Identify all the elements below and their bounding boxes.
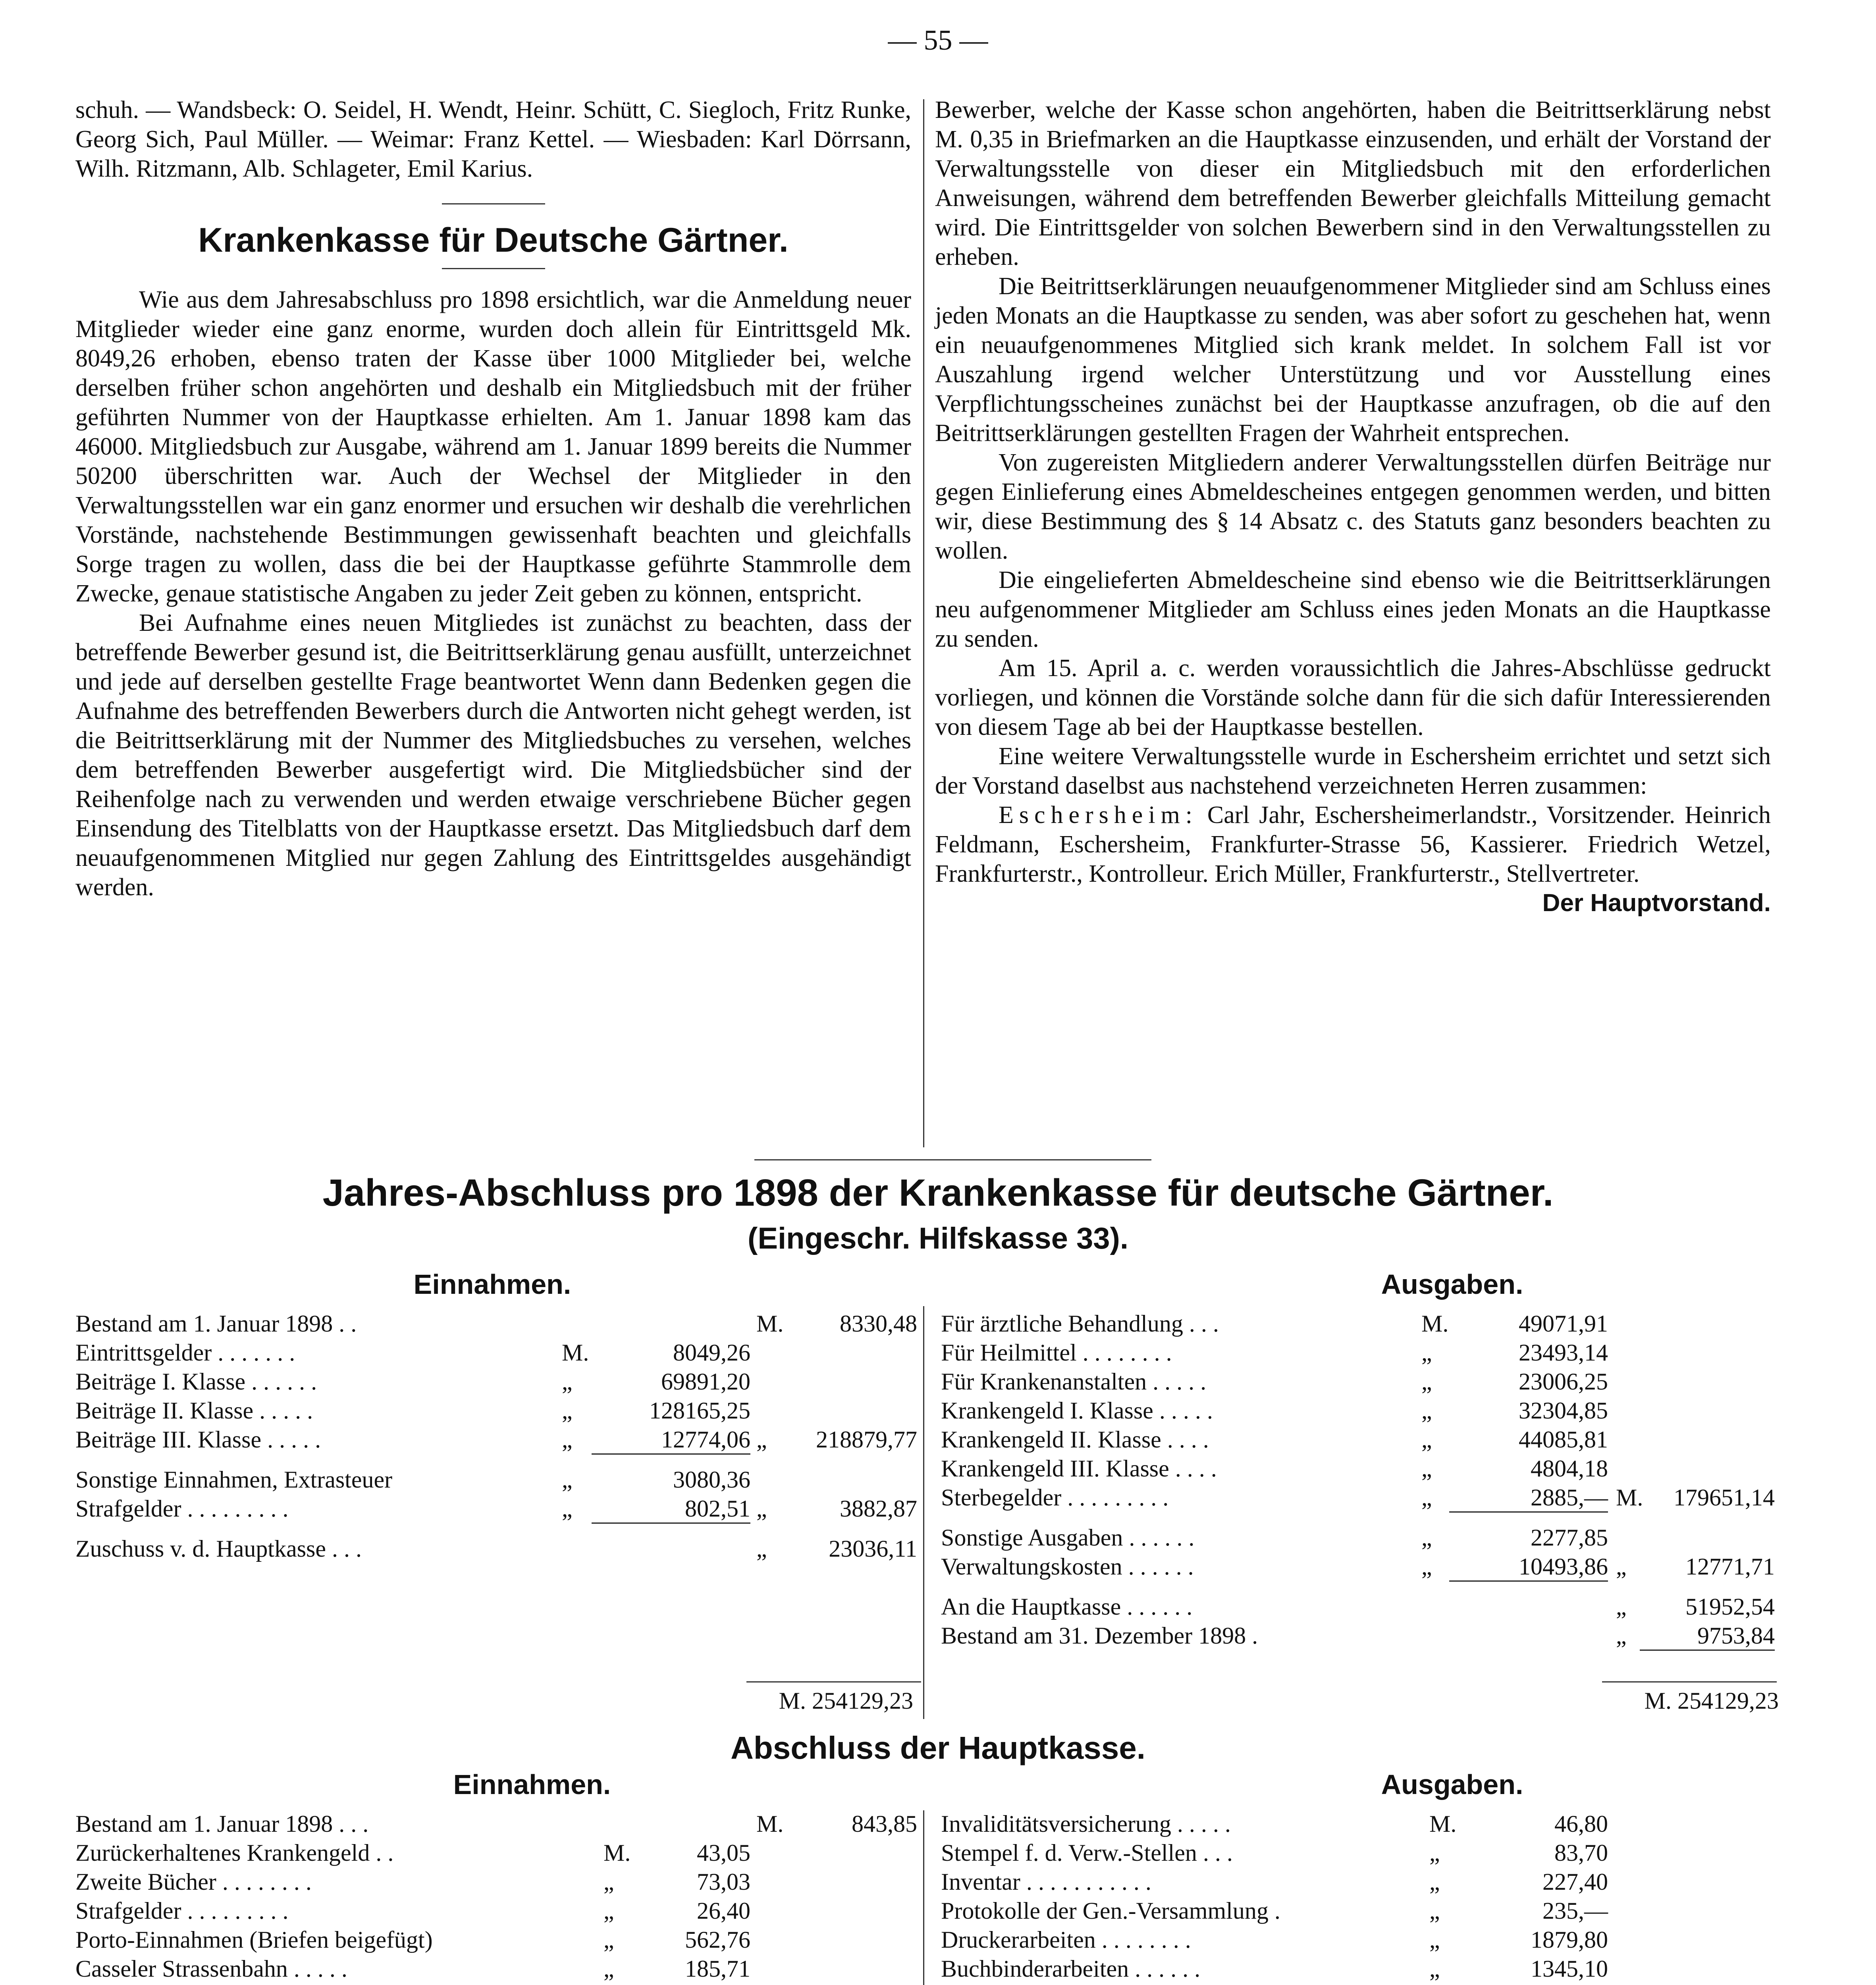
row-label: Verwaltungskosten . . . . . . [941, 1553, 1194, 1580]
row-amount: 562,76 [685, 1927, 750, 1953]
account-row [941, 1622, 1779, 1651]
row-label: Beiträge II. Klasse . . . . . [75, 1397, 313, 1424]
row-amount: 69891,20 [661, 1368, 750, 1395]
row-label: Bestand am 1. Januar 1898 . . [75, 1310, 357, 1337]
currency-mark: „ [562, 1397, 573, 1424]
account-row [941, 1397, 1779, 1426]
abschluss-subtitle: (Eingeschr. Hilfskasse 33). [748, 1222, 1128, 1255]
currency-mark: „ [1429, 1956, 1440, 1982]
row-label: Bestand am 31. Dezember 1898 . [941, 1623, 1258, 1649]
row-label: Inventar . . . . . . . . . . . [941, 1869, 1151, 1895]
row-amount: 23006,25 [1519, 1368, 1608, 1395]
row-label: Krankengeld I. Klasse . . . . . [941, 1397, 1213, 1424]
row-amount: 843,85 [852, 1811, 917, 1837]
row-label: Sonstige Einnahmen, Extrasteuer [75, 1467, 393, 1493]
article-paragraph: Von zugereisten Mitgliedern anderer Verwaltungsstellen dürfen Beiträge nur gegen Einlieferung eines Abmeldescheines entgegen genommen werden, und bitten wir, diese Bestimmung des § 14 Absatz c. des Statuts ganz besonders beachten zu wollen. [935, 449, 1771, 564]
row-amount: 227,40 [1542, 1869, 1608, 1895]
currency-mark: M. [756, 1811, 784, 1837]
currency-mark: „ [562, 1467, 573, 1493]
row-amount: 1879,80 [1531, 1927, 1608, 1953]
row-label: Krankengeld II. Klasse . . . . [941, 1426, 1209, 1453]
ausgaben-heading: Ausgaben. [1381, 1769, 1523, 1800]
row-amount: 83,70 [1554, 1840, 1608, 1866]
row-amount: 8330,48 [840, 1310, 917, 1337]
account-row [75, 1495, 917, 1524]
account-row [75, 1426, 917, 1455]
hauptkasse-title: Abschluss der Hauptkasse. [731, 1730, 1145, 1765]
row-amount: 1345,10 [1531, 1956, 1608, 1982]
page-number: — 55 — [888, 24, 988, 56]
row-label: Strafgelder . . . . . . . . . [75, 1495, 289, 1522]
ausgaben-table [941, 1310, 1779, 1651]
currency-mark: „ [1421, 1524, 1432, 1551]
currency-mark: M. [1616, 1484, 1643, 1511]
row-amount: 44085,81 [1519, 1426, 1608, 1453]
row-amount: 2885,— [1449, 1484, 1608, 1513]
currency-mark: „ [603, 1956, 614, 1982]
ausgaben-total: M. 254129,23 [1644, 1688, 1779, 1714]
account-row [941, 1426, 1779, 1455]
row-label: Für Krankenanstalten . . . . . [941, 1368, 1207, 1395]
left-intro-paragraph: schuh. — Wandsbeck: O. Seidel, H. Wendt, Heinr. Schütt, C. Siegloch, Fritz Runke, Georg Sich, Paul Müller. — Weimar: Franz Kettel. — Wiesbaden: Karl Dörrsann, Wilh. Ritzmann, Alb. Schlageter, Emil Karius. [75, 96, 911, 182]
row-amount: 26,40 [697, 1898, 750, 1924]
row-label: Krankengeld III. Klasse . . . . [941, 1455, 1217, 1482]
currency-mark: M. [1421, 1310, 1449, 1337]
einnahmen-heading: Einnahmen. [413, 1269, 571, 1300]
row-amount: 4804,18 [1531, 1455, 1608, 1482]
currency-mark: „ [603, 1869, 614, 1895]
row-amount: 179651,14 [1674, 1484, 1775, 1511]
account-row [941, 1368, 1779, 1397]
article-paragraph: Bewerber, welche der Kasse schon angehörten, haben die Beitrittserklärung nebst M. 0,35 in Briefmarken an die Hauptkasse einzusenden, und erhält der Vorstand der Verwaltungsstelle von dieser ein Mitgliedsbuch mit den erforderlichen Anweisungen, während dem betreffenden Bewerber gleichfalls Mitteilung gemacht wird. Die Eintrittsgelder von solchen Bewerbern sind in den Verwaltungsstellen zu erheben. [935, 96, 1771, 270]
currency-mark: M. [1429, 1811, 1457, 1837]
account-row [75, 1535, 917, 1564]
currency-mark: „ [562, 1495, 573, 1522]
row-label: Sonstige Ausgaben . . . . . . [941, 1524, 1195, 1551]
currency-mark: „ [1421, 1397, 1432, 1424]
row-label: Casseler Strassenbahn . . . . . [75, 1956, 347, 1982]
account-row [75, 1339, 917, 1368]
row-label: Sterbegelder . . . . . . . . . [941, 1484, 1169, 1511]
currency-mark: M. [603, 1840, 631, 1866]
row-amount: 43,05 [697, 1840, 750, 1866]
account-row [941, 1955, 1779, 1984]
currency-mark: „ [1421, 1553, 1432, 1580]
einnahmen-heading: Einnahmen. [453, 1769, 611, 1800]
account-row [941, 1897, 1779, 1926]
account-row [75, 1897, 917, 1926]
hauptkasse-einnahmen-table [75, 1810, 917, 1985]
account-row [941, 1524, 1779, 1553]
column-divider [923, 99, 924, 1147]
currency-mark: M. [756, 1310, 784, 1337]
title-rule [442, 268, 545, 269]
eschersheim-board: Carl Jahr, Eschersheimerlandstr., Vorsitzender. Heinrich Feldmann, Eschersheim, Frankfurter-Strasse 56, Kassierer. Friedrich Wetzel, Frankfurterstr., Kontrolleur. Erich Müller, Frankfurterstr., Stellvertreter. [935, 802, 1771, 887]
abschluss-title: Jahres-Abschluss pro 1898 der Krankenkasse für deutsche Gärtner. [322, 1172, 1554, 1214]
row-amount: 51952,54 [1685, 1594, 1775, 1620]
row-label: Zuschuss v. d. Hauptkasse . . . [75, 1536, 362, 1562]
currency-mark: „ [1429, 1869, 1440, 1895]
row-amount: 218879,77 [816, 1426, 917, 1453]
currency-mark: „ [562, 1368, 573, 1395]
row-amount: 10493,86 [1449, 1553, 1608, 1582]
account-row [941, 1926, 1779, 1955]
currency-mark: „ [1429, 1840, 1440, 1866]
section-rule [442, 203, 545, 204]
row-amount: 2277,85 [1531, 1524, 1608, 1551]
account-row [941, 1339, 1779, 1368]
currency-mark: „ [1421, 1339, 1432, 1366]
currency-mark: „ [1421, 1455, 1432, 1482]
article-paragraph: Wie aus dem Jahresabschluss pro 1898 ersichtlich, war die Anmeldung neuer Mitglieder wieder eine ganz enorme, wurden doch allein für Eintrittsgeld Mk. 8049,26 erhoben, ebenso traten der Kasse über 1000 Mitglieder bei, welche derselben früher schon angehörten und deshalb ein Mitgliedsbuch mit der früher geführten Nummer von der Hauptkasse erhielten. Am 1. Januar 1898 kam das 46000. Mitgliedsbuch zur Ausgabe, während am 1. Januar 1899 bereits die Nummer 50200 überschritten war. Auch der Wechsel der Mitglieder in den Verwaltungsstellen war ein ganz enormer und ersuchen wir deshalb die verehrlichen Vorstände, nachstehende Bestimmungen gewissenhaft beachten und gleichfalls Sorge tragen zu wollen, dass die bei der Hauptkasse geführte Stammrolle dem Zwecke, genaue statistische Angaben zu jeder Zeit geben zu können, entspricht. [75, 286, 911, 607]
account-row [75, 1955, 917, 1984]
row-amount: 12774,06 [592, 1426, 750, 1455]
currency-mark: „ [562, 1426, 573, 1453]
currency-mark: „ [756, 1495, 767, 1522]
account-row [75, 1810, 917, 1839]
total-rule [1602, 1681, 1777, 1682]
row-label: An die Hauptkasse . . . . . . [941, 1594, 1193, 1620]
account-row [75, 1368, 917, 1397]
currency-mark: „ [1616, 1623, 1627, 1649]
currency-mark: M. [562, 1339, 589, 1366]
account-row [75, 1466, 917, 1495]
account-row [941, 1310, 1779, 1339]
account-row [941, 1553, 1779, 1582]
row-label: Für ärztliche Behandlung . . . [941, 1310, 1219, 1337]
account-row [75, 1868, 917, 1897]
section-rule [754, 1159, 1151, 1160]
article-paragraph: Die eingelieferten Abmeldescheine sind ebenso wie die Beitrittserklärungen neu aufgenommener Mitglieder am Schluss eines jeden Monats an die Hauptkasse zu senden. [935, 567, 1771, 652]
article-title: Krankenkasse für Deutsche Gärtner. [198, 221, 789, 259]
row-amount: 8049,26 [673, 1339, 750, 1366]
row-label: Porto-Einnahmen (Briefen beigefügt) [75, 1927, 433, 1953]
right-column [935, 95, 1771, 918]
article-paragraph: Eine weitere Verwaltungsstelle wurde in Eschersheim errichtet und setzt sich der Vorstand daselbst aus nachstehend verzeichneten Herren zusammen: [935, 743, 1771, 799]
row-label: Zurückerhaltenes Krankengeld . . [75, 1840, 394, 1866]
currency-mark: „ [1429, 1898, 1440, 1924]
eschersheim-paragraph [935, 800, 1771, 888]
currency-mark: „ [1429, 1927, 1440, 1953]
table-divider [923, 1306, 924, 1719]
row-label: Druckerarbeiten . . . . . . . . [941, 1927, 1191, 1953]
currency-mark: „ [1421, 1484, 1432, 1511]
account-row [941, 1810, 1779, 1839]
row-label: Beiträge III. Klasse . . . . . [75, 1426, 321, 1453]
table-divider [923, 1810, 924, 1985]
eschersheim-label: Eschersheim: [999, 802, 1198, 829]
article-paragraph: Am 15. April a. c. werden voraussichtlich die Jahres-Abschlüsse gedruckt vorliegen, und können die Vorstände solche dann für die sich dafür Interessierenden von diesem Tage ab bei der Hauptkasse bestellen. [935, 655, 1771, 740]
account-row [941, 1593, 1779, 1622]
row-label: Strafgelder . . . . . . . . . [75, 1898, 289, 1924]
row-label: Stempel f. d. Verw.-Stellen . . . [941, 1840, 1233, 1866]
currency-mark: „ [1616, 1553, 1627, 1580]
article-paragraph: Bei Aufnahme eines neuen Mitgliedes ist zunächst zu beachten, dass der betreffende Bewerber gesund ist, die Beitrittserklärung genau ausfüllt, unterzeichnet und jede auf derselben gestellte Frage beantwortet Wenn dann Bedenken gegen die Aufnahme des betreffenden Bewerbers durch die Antworten nicht gehegt werden, ist die Beitrittserklärung mit der Nummer des Mitgliedsbuches zu versehen, welches dem betreffenden Bewerber ausgefertigt wird. Die Mitgliedsbücher sind der Reihenfolge nach zu verwenden und werden etwaige verschriebene Bücher gegen Einsendung des Titelblatts von der Hauptkasse ersetzt. Das Mitgliedsbuch darf dem neuaufgenommenen Mitglied nur gegen Zahlung des Eintrittsgeldes ausgehändigt werden. [75, 609, 911, 901]
account-row [941, 1455, 1779, 1484]
einnahmen-total: M. 254129,23 [779, 1688, 913, 1714]
currency-mark: „ [756, 1426, 767, 1453]
currency-mark: „ [756, 1536, 767, 1562]
currency-mark: „ [1421, 1368, 1432, 1395]
einnahmen-table [75, 1310, 917, 1564]
account-row [941, 1839, 1779, 1868]
row-amount: 3080,36 [673, 1467, 750, 1493]
account-row [75, 1397, 917, 1426]
row-amount: 235,— [1542, 1898, 1608, 1924]
row-amount: 73,03 [697, 1869, 750, 1895]
row-amount: 3882,87 [840, 1495, 917, 1522]
row-label: Invaliditätsversicherung . . . . . [941, 1811, 1231, 1837]
currency-mark: „ [1616, 1594, 1627, 1620]
hauptkasse-ausgaben-table [941, 1810, 1779, 1985]
ausgaben-heading: Ausgaben. [1381, 1269, 1523, 1300]
row-amount: 23036,11 [829, 1536, 917, 1562]
row-label: Protokolle der Gen.-Versammlung . [941, 1898, 1280, 1924]
row-label: Für Heilmittel . . . . . . . . [941, 1339, 1172, 1366]
currency-mark: „ [603, 1898, 614, 1924]
account-row [75, 1839, 917, 1868]
row-amount: 128165,25 [649, 1397, 750, 1424]
row-amount: 23493,14 [1519, 1339, 1608, 1366]
account-row [941, 1484, 1779, 1513]
account-row [941, 1868, 1779, 1897]
signature: Der Hauptvorstand. [1542, 889, 1771, 917]
row-amount: 46,80 [1554, 1811, 1608, 1837]
row-amount: 49071,91 [1519, 1310, 1608, 1337]
row-label: Bestand am 1. Januar 1898 . . . [75, 1811, 369, 1837]
row-amount: 185,71 [685, 1956, 750, 1982]
row-amount: 32304,85 [1519, 1397, 1608, 1424]
account-row [75, 1926, 917, 1955]
currency-mark: „ [1421, 1426, 1432, 1453]
article-paragraph: Die Beitrittserklärungen neuaufgenommener Mitglieder sind am Schluss eines jeden Monats an die Hauptkasse zu senden, was aber sofort zu geschehen hat, wenn ein neuaufgenommenes Mitglied sich krank meldet. In solchem Fall ist vor Auszahlung irgend welcher Unterstützung und vor Ausstellung eines Verpflichtungsscheines zunächst bei der Hauptkasse anzufragen, ob die auf den Beitrittserklärungen gestellten Fragen der Wahrheit entsprechen. [935, 273, 1771, 447]
row-label: Beiträge I. Klasse . . . . . . [75, 1368, 317, 1395]
total-rule [746, 1681, 921, 1682]
row-amount: 802,51 [592, 1495, 750, 1524]
account-row [75, 1310, 917, 1339]
row-amount: 9753,84 [1640, 1622, 1775, 1651]
left-column [75, 95, 911, 902]
currency-mark: „ [603, 1927, 614, 1953]
row-label: Buchbinderarbeiten . . . . . . [941, 1956, 1201, 1982]
row-label: Eintrittsgelder . . . . . . . [75, 1339, 295, 1366]
row-amount: 12771,71 [1685, 1553, 1775, 1580]
row-label: Zweite Bücher . . . . . . . . [75, 1869, 312, 1895]
